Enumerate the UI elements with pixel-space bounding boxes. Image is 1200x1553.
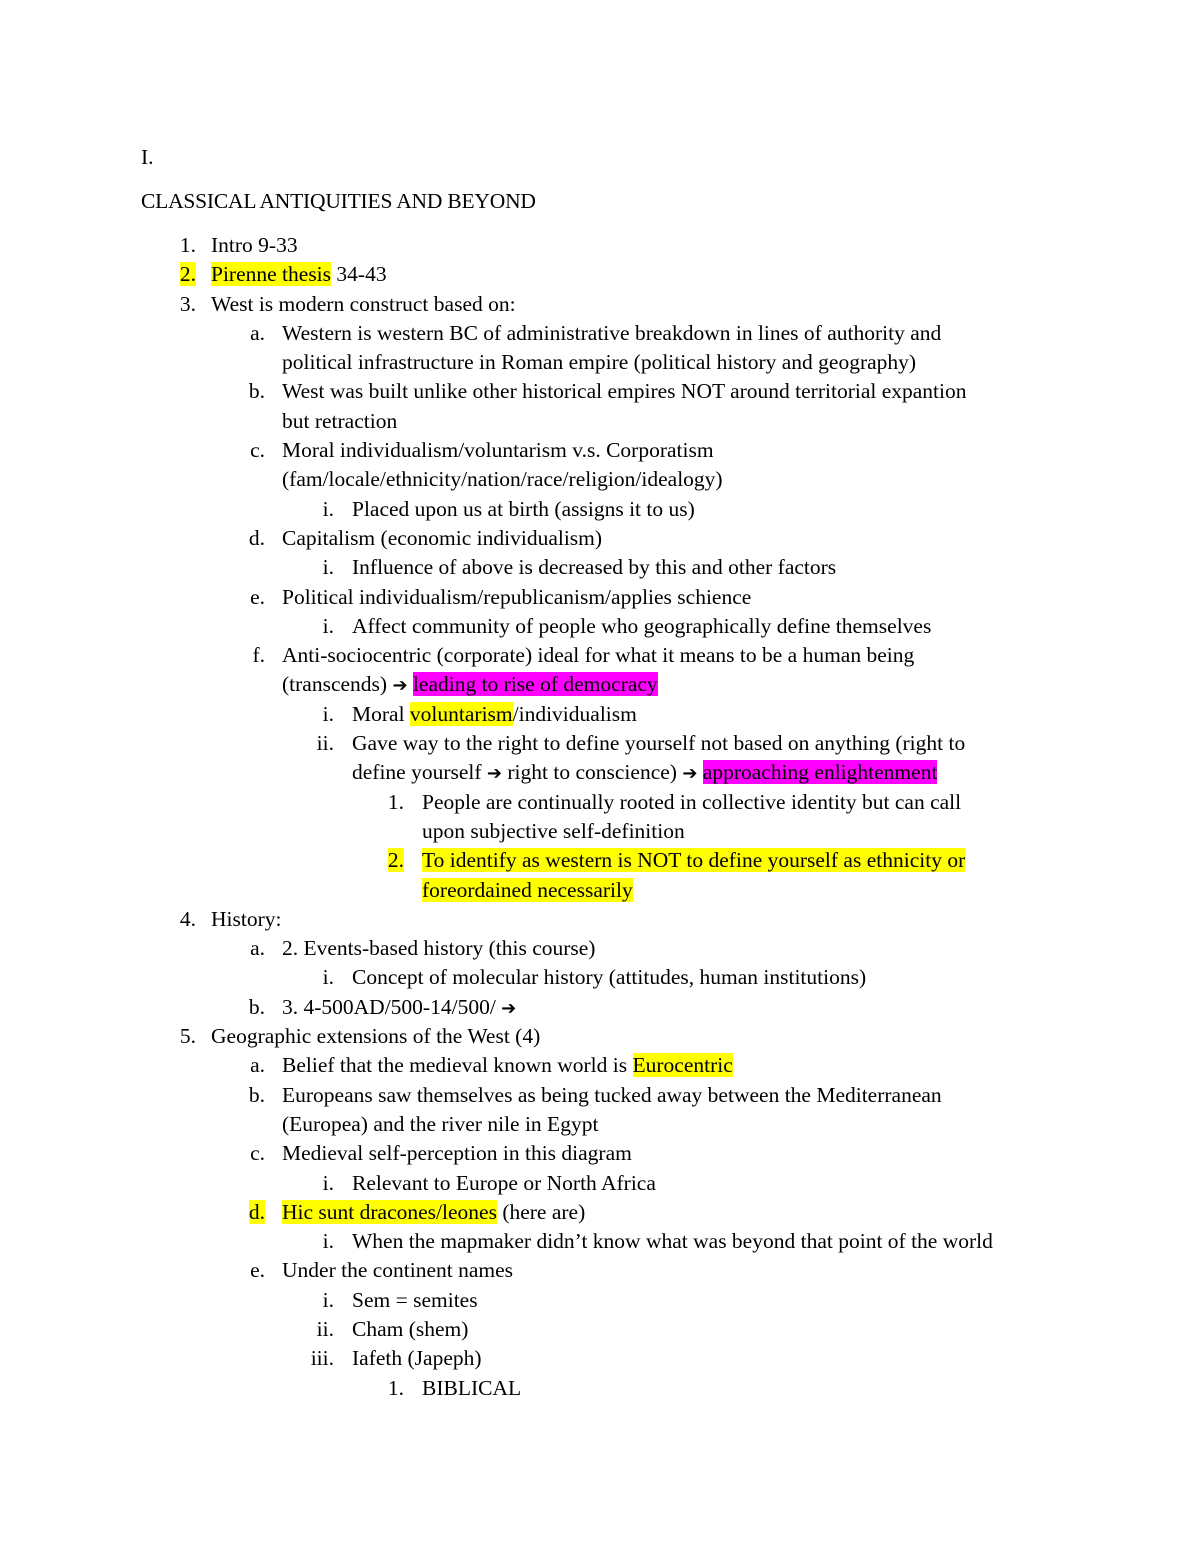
list-marker: 3. — [179, 291, 196, 316]
document-title: CLASSICAL ANTIQUITIES AND BEYOND — [141, 189, 536, 213]
text-run: 3. 4-500AD/500-14/500/ — [282, 994, 502, 1019]
text-run: /individualism — [512, 701, 637, 726]
list-item — [0, 963, 1200, 992]
list-marker: iii. — [310, 1346, 334, 1371]
list-item-continuation — [0, 670, 1200, 699]
list-marker: a. — [250, 936, 265, 961]
list-marker: i. — [322, 701, 334, 726]
list-item-text: Gave way to the right to define yourself not based on anything (right to — [352, 731, 966, 756]
list-item-text: upon subjective self-definition — [422, 818, 685, 843]
list-item-text: political infrastructure in Roman empire (political history and geography) — [282, 350, 917, 375]
list-item-text: (Europea) and the river nile in Egypt — [282, 1111, 599, 1136]
text-run: Belief that the medieval known world is — [282, 1053, 633, 1078]
list-item — [0, 905, 1200, 934]
highlighted-text: foreordained necessarily — [422, 877, 633, 902]
list-marker: 1. — [387, 1375, 404, 1400]
list-item-text — [282, 670, 658, 700]
list-marker: 5. — [179, 1024, 196, 1049]
list-item-text: Affect community of people who geographically define themselves — [352, 613, 932, 638]
list-item — [0, 290, 1200, 319]
list-item — [0, 1081, 1200, 1110]
list-item-continuation — [0, 348, 1200, 377]
list-item — [0, 583, 1200, 612]
highlighted-text: approaching enlightenment — [702, 760, 938, 785]
list-item-continuation — [0, 758, 1200, 787]
highlighted-marker: 2. — [179, 262, 196, 287]
list-item — [0, 641, 1200, 670]
list-marker: 4. — [179, 906, 196, 931]
arrow-right-icon: ➔ — [501, 997, 517, 1019]
list-item — [0, 729, 1200, 758]
list-item — [0, 934, 1200, 963]
list-marker: i. — [322, 1170, 334, 1195]
list-marker: f. — [252, 643, 265, 668]
list-marker: 1. — [179, 233, 196, 257]
list-marker: ii. — [316, 1316, 334, 1341]
list-item — [0, 612, 1200, 641]
list-item-continuation — [0, 876, 1200, 905]
list-item-text — [282, 1198, 585, 1227]
list-item-text — [422, 846, 965, 875]
list-item — [0, 1344, 1200, 1373]
list-item — [0, 524, 1200, 553]
list-item — [0, 846, 1200, 875]
list-item-text: Cham (shem) — [352, 1316, 469, 1341]
list-item-text: Political individualism/republicanism/applies schience — [282, 584, 752, 609]
list-marker: e. — [250, 1258, 265, 1283]
list-item-text: BIBLICAL — [422, 1375, 522, 1400]
list-item-text: Influence of above is decreased by this and other factors — [352, 555, 837, 580]
list-item — [0, 1198, 1200, 1227]
list-item-text: Moral individualism/voluntarism v.s. Corporatism — [282, 438, 714, 463]
list-item-text: Western is western BC of administrative breakdown in lines of authority and — [282, 320, 942, 345]
list-item-text: Under the continent names — [282, 1258, 514, 1283]
list-marker: i. — [322, 613, 334, 638]
list-marker: b. — [248, 379, 265, 404]
list-item-text: Medieval self-perception in this diagram — [282, 1141, 632, 1166]
text-run: 34-43 — [331, 262, 387, 287]
list-item-continuation — [0, 465, 1200, 494]
list-marker: i. — [322, 496, 334, 521]
arrow-right-icon: ➔ — [392, 675, 408, 697]
list-item — [0, 553, 1200, 582]
list-marker — [220, 1198, 265, 1227]
list-item-continuation — [0, 407, 1200, 436]
text-run: (here are) — [496, 1199, 586, 1224]
list-item-text — [211, 260, 387, 289]
list-item-text: People are continually rooted in collective identity but can call — [422, 789, 962, 814]
list-item-text: Concept of molecular history (attitudes, human institutions) — [352, 965, 867, 990]
list-marker: a. — [250, 320, 265, 345]
section-number: I. — [141, 145, 154, 169]
arrow-right-icon: ➔ — [486, 763, 503, 785]
list-marker: i. — [322, 965, 334, 990]
list-marker: i. — [322, 555, 334, 580]
list-item-text: Europeans saw themselves as being tucked away between the Mediterranean — [282, 1082, 942, 1107]
list-marker: i. — [322, 1229, 334, 1254]
list-marker: b. — [248, 1082, 265, 1107]
list-item-text: Intro 9-33 — [211, 233, 298, 257]
list-item — [0, 1051, 1200, 1080]
list-marker: 1. — [387, 789, 404, 814]
list-item-text — [282, 1051, 733, 1080]
list-marker — [360, 846, 404, 875]
list-item — [0, 319, 1200, 348]
text-run: right to conscience) — [502, 760, 683, 785]
list-item-text: Placed upon us at birth (assigns it to us) — [352, 496, 695, 521]
list-item — [0, 1139, 1200, 1168]
list-item — [0, 1169, 1200, 1198]
list-item-text: West was built unlike other historical empires NOT around territorial expantion — [282, 379, 967, 404]
list-marker: ii. — [316, 731, 334, 756]
list-marker: b. — [248, 994, 265, 1019]
list-marker: a. — [250, 1053, 265, 1078]
highlighted-text: voluntarism — [409, 701, 513, 726]
list-item-text: (fam/locale/ethnicity/nation/race/religion/idealogy) — [282, 467, 723, 492]
list-item-text: but retraction — [282, 408, 398, 433]
list-marker: c. — [250, 1141, 265, 1166]
highlighted-text: To identify as western is NOT to define yourself as ethnicity or — [422, 848, 966, 873]
list-item — [0, 1315, 1200, 1344]
list-item-text — [352, 700, 637, 729]
list-item-text — [282, 993, 516, 1023]
list-item — [0, 436, 1200, 465]
highlighted-text: Hic sunt dracones/leones — [282, 1199, 497, 1224]
list-item-text: Geographic extensions of the West (4) — [211, 1024, 541, 1049]
highlighted-text: Eurocentric — [632, 1053, 733, 1078]
list-item — [0, 231, 1200, 260]
list-marker: d. — [248, 525, 265, 550]
arrow-right-icon: ➔ — [682, 763, 698, 785]
list-item — [0, 260, 1200, 289]
list-item — [0, 700, 1200, 729]
list-item — [0, 1022, 1200, 1051]
text-run: Moral — [352, 701, 410, 726]
list-item — [0, 1374, 1200, 1403]
list-item-text: West is modern construct based on: — [211, 291, 516, 316]
list-marker: i. — [322, 1287, 334, 1312]
highlighted-marker: 2. — [387, 848, 404, 873]
list-item — [0, 788, 1200, 817]
list-item-text: Relevant to Europe or North Africa — [352, 1170, 656, 1195]
list-item — [0, 1256, 1200, 1285]
list-marker: e. — [250, 584, 265, 609]
list-item-text: Anti-sociocentric (corporate) ideal for what it means to be a human being — [282, 643, 915, 668]
highlighted-marker: d. — [248, 1199, 265, 1224]
list-item-text: Sem = semites — [352, 1287, 478, 1312]
text-run: define yourself — [352, 760, 487, 785]
list-item-continuation — [0, 817, 1200, 846]
list-item-text — [352, 758, 937, 788]
highlighted-text: leading to rise of democracy — [412, 672, 658, 697]
list-item-text: Iafeth (Japeph) — [352, 1346, 482, 1371]
list-item-continuation — [0, 1110, 1200, 1139]
list-marker: c. — [250, 438, 265, 463]
list-marker — [150, 260, 196, 289]
list-item — [0, 1286, 1200, 1315]
highlighted-text: Pirenne thesis — [211, 262, 332, 287]
list-item-text — [422, 876, 633, 905]
list-item — [0, 377, 1200, 406]
text-run: (transcends) — [282, 672, 393, 697]
list-item-text: When the mapmaker didn’t know what was beyond that point of the world — [352, 1229, 993, 1254]
outline-list — [0, 231, 1200, 1403]
list-item — [0, 1227, 1200, 1256]
list-item-text: History: — [211, 906, 282, 931]
list-item — [0, 495, 1200, 524]
list-item — [0, 993, 1200, 1022]
list-item-text: Capitalism (economic individualism) — [282, 525, 603, 550]
list-item-text: 2. Events-based history (this course) — [282, 936, 596, 961]
